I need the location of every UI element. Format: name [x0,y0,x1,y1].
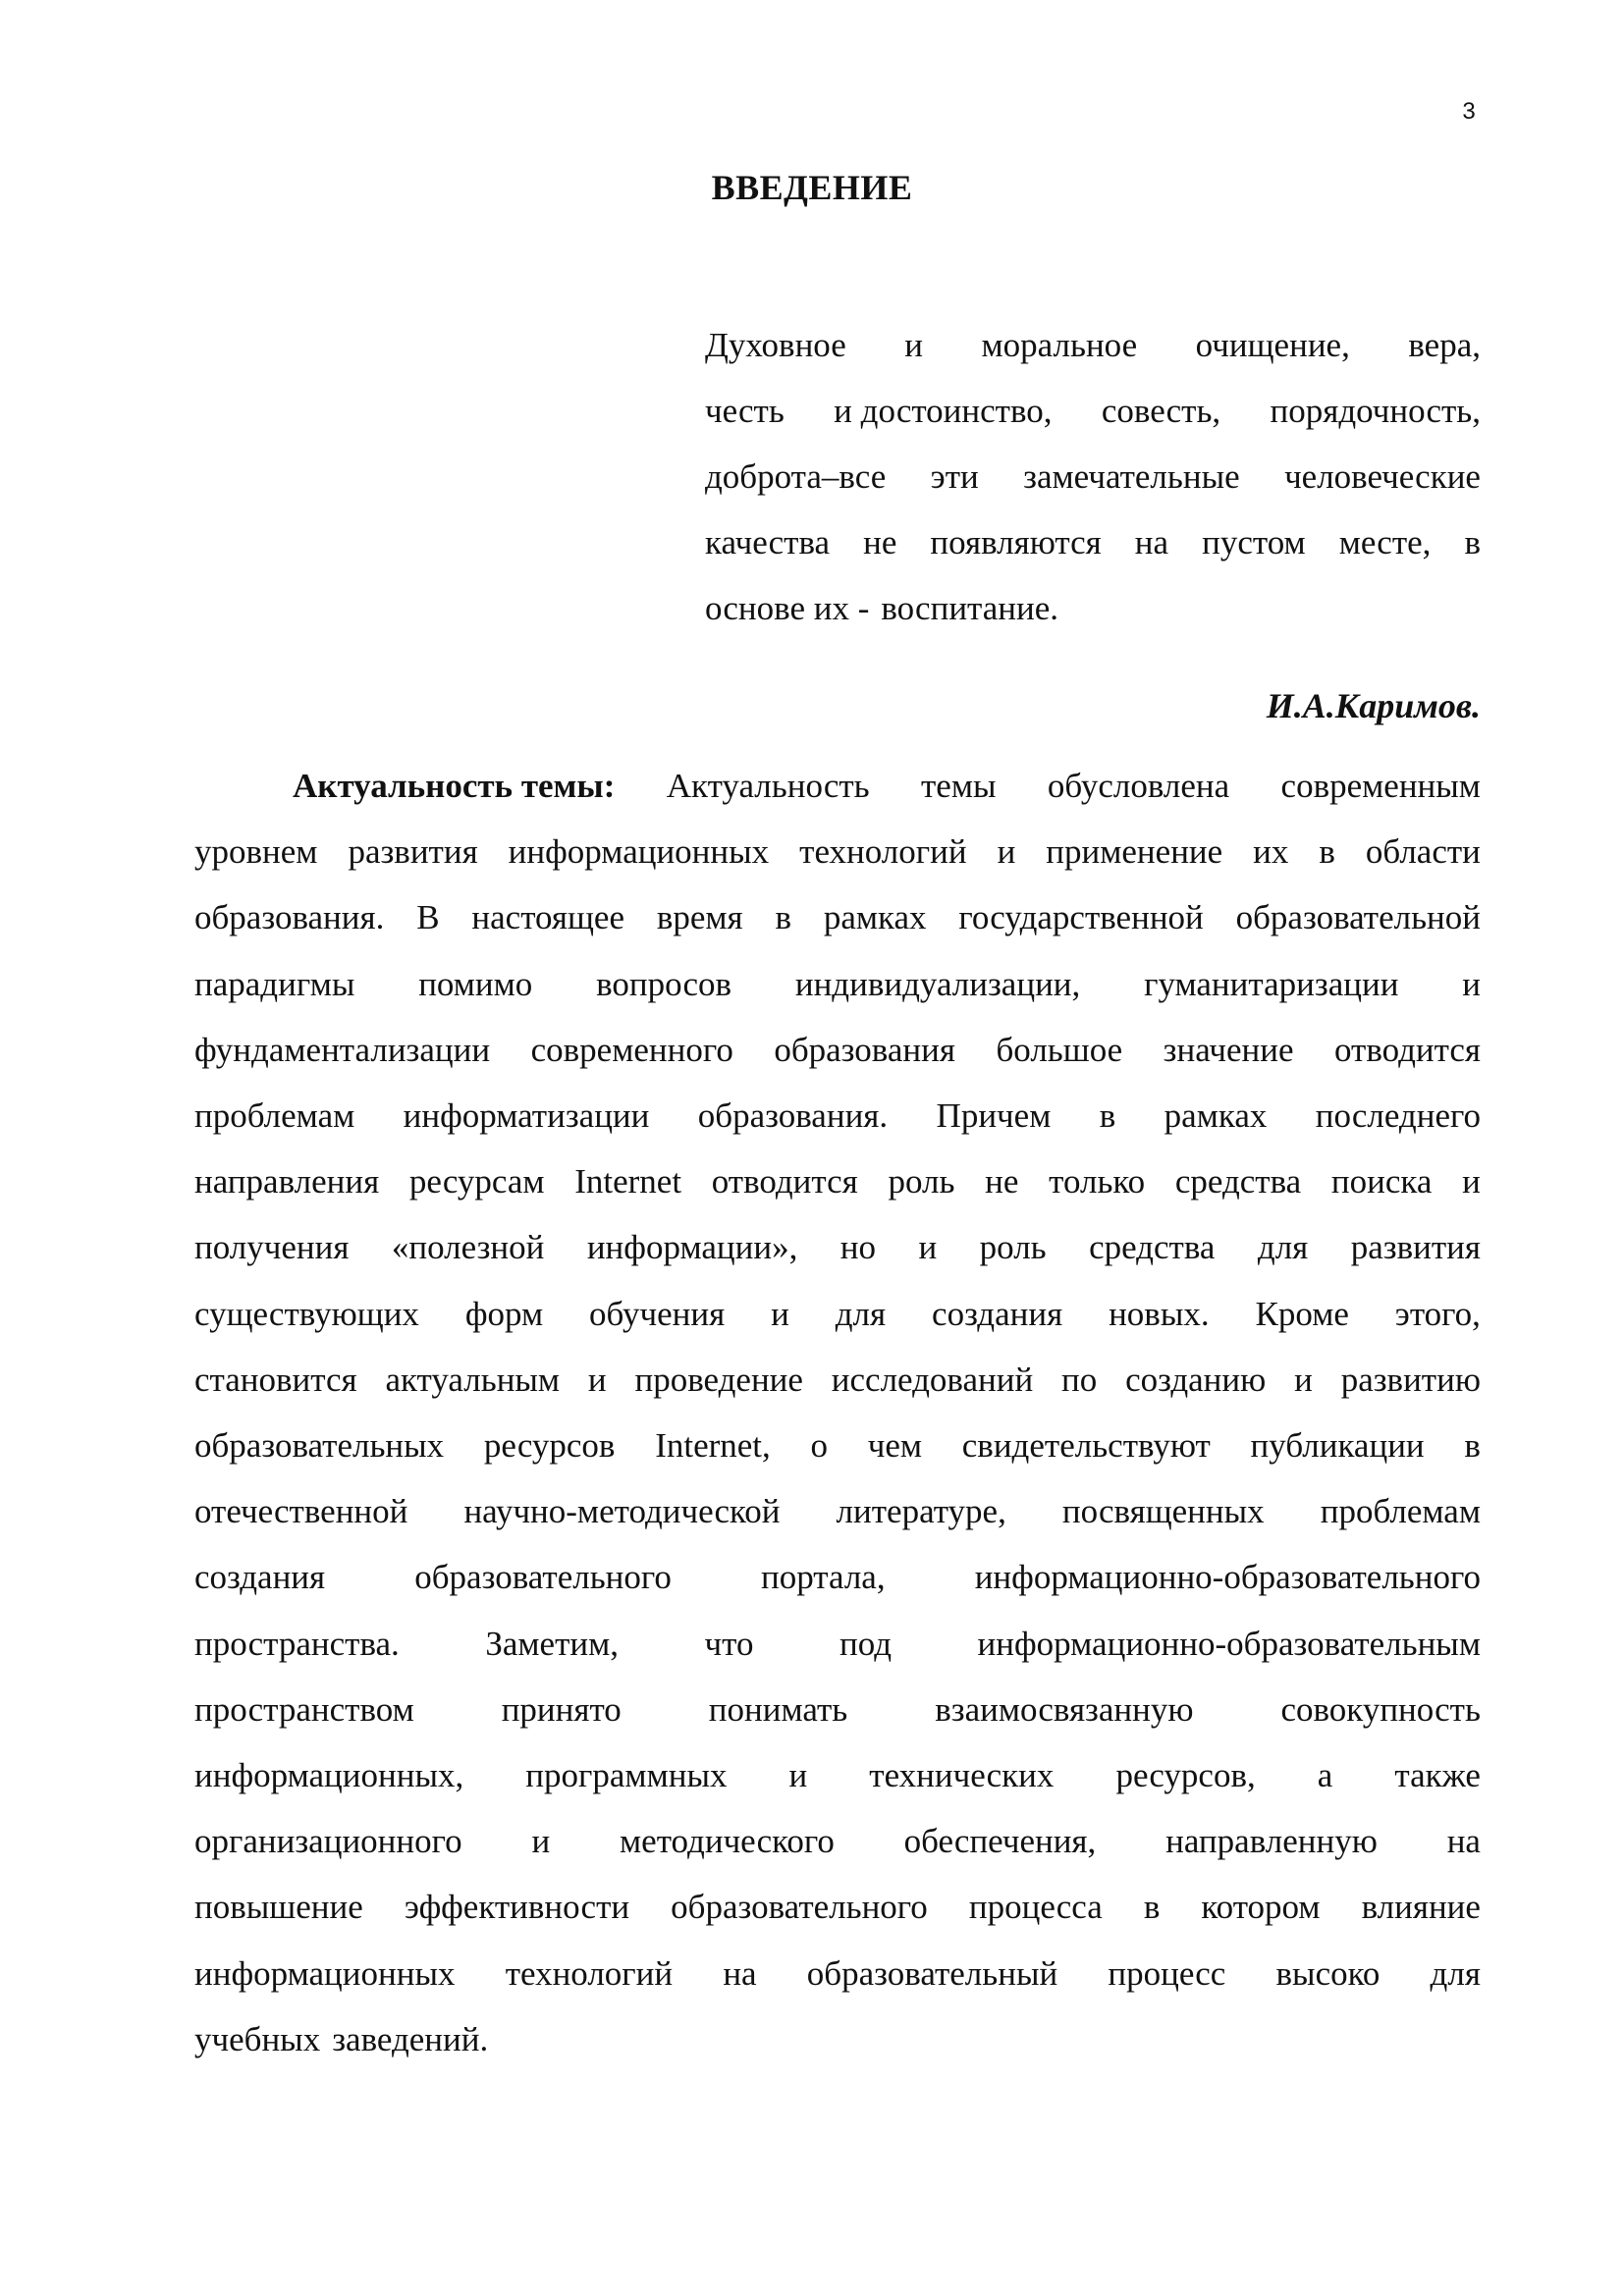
body-word: проведение [634,1360,803,1399]
epigraph-word: на [1134,523,1169,561]
body-word: гуманитаризации [1144,964,1399,1003]
epigraph-line [705,378,1481,444]
body-word: применение [1046,832,1223,872]
body-word: создания [932,1294,1063,1333]
body-word: отводится [1333,1030,1481,1069]
body-word: в [1099,1096,1116,1136]
body-word: актуальным [385,1360,561,1399]
body-word: на [1446,1822,1481,1861]
epigraph-word: совесть, [1101,392,1221,430]
body-word: уровнем [194,832,318,872]
body-word: средства [1174,1162,1302,1201]
body-word: государственной [958,898,1204,937]
body-word: по [1061,1360,1098,1399]
epigraph-line [705,312,1481,378]
body-word: В [416,898,440,937]
body-line [194,1611,1481,1677]
body-line [194,1347,1481,1413]
body-word: взаимосвязанную [935,1689,1194,1729]
body-word: организационного [194,1822,462,1861]
body-word: фундаментализации [194,1030,491,1069]
body-word: пространством [194,1689,414,1729]
body-word: помимо [418,964,533,1003]
body-word: обусловлена [1047,767,1230,805]
body-word: проблемам [194,1096,355,1136]
lead-label: Актуальность темы: [293,767,616,805]
body-word: также [1394,1756,1481,1795]
body-word: образовательной [1235,898,1481,937]
body-word: свидетельствуют [961,1426,1211,1466]
epigraph-word: воспитание. [881,589,1059,627]
body-word: принято [501,1689,622,1729]
body-word: технических [869,1756,1055,1795]
body-word: проблемам [1320,1492,1481,1531]
body-line [194,1808,1481,1874]
body-word: отводится [711,1162,858,1201]
epigraph-word: в [1464,523,1481,561]
body-line [194,1083,1481,1148]
body-word: и [531,1822,551,1861]
body-word: парадигмы [194,964,355,1003]
body-word: образования [774,1030,955,1069]
body-word: только [1049,1162,1146,1201]
body-word: и [918,1228,938,1267]
body-word: их [1253,832,1289,872]
body-word: последнего [1315,1096,1481,1136]
epigraph-word: честь [705,392,785,430]
epigraph-word: появляются [930,523,1102,561]
body-word: Internet [574,1162,682,1201]
body-word: роль [888,1162,955,1201]
body-word: этого, [1394,1294,1481,1333]
epigraph-word: доброта–все [705,457,887,496]
epigraph-word: моральное [981,326,1138,364]
body-word: и [1462,964,1481,1003]
body-word: отечественной [194,1492,408,1531]
epigraph-line [705,575,1481,641]
page-number: 3 [1462,98,1476,125]
body-word: научно-методической [463,1492,781,1531]
body-word: под [839,1624,893,1663]
body-word: поиска [1330,1162,1433,1201]
body-line [194,1281,1481,1347]
body-word: новых. [1109,1294,1210,1333]
epigraph-line [705,444,1481,509]
body-word: образования. [697,1096,889,1136]
body-word: обучения [589,1294,726,1333]
body-word: в [1319,832,1335,872]
body-word: становится [194,1360,357,1399]
epigraph-word: порядочность, [1270,392,1481,430]
body-word: информационных [508,832,770,872]
body-word: информации», [586,1228,798,1267]
epigraph-word: замечательные [1023,457,1240,496]
body-word: созданию [1125,1360,1267,1399]
body-word: процесс [1108,1953,1226,1993]
body-word: котором [1201,1888,1321,1927]
body-word: программных [525,1756,728,1795]
body-paragraph [194,753,1481,2072]
body-word: вопросов [596,964,732,1003]
epigraph-word: месте, [1338,523,1432,561]
body-word: для [835,1294,887,1333]
body-line [194,753,1481,819]
body-word: информационно-образовательным [977,1624,1481,1663]
body-word: ресурсов, [1115,1756,1256,1795]
body-word: а [1317,1756,1333,1795]
body-word: «полезной [391,1228,545,1267]
epigraph-word: основе их - [705,589,870,627]
body-word: Актуальность [666,767,870,805]
body-word: для [1257,1228,1309,1267]
page-title: ВВЕДЕНИЕ [711,168,913,207]
body-line [194,1478,1481,1544]
body-word: направления [194,1162,380,1201]
body-word: и [587,1360,607,1399]
body-line [194,1677,1481,1742]
body-line [194,1874,1481,1940]
epigraph-author: И.А.Каримов. [1266,686,1481,725]
body-word: информационно-образовательного [974,1558,1481,1597]
body-word: ресурсам [408,1162,545,1201]
body-word: современным [1280,767,1481,805]
body-line [194,1017,1481,1083]
body-word: технологий [799,832,967,872]
body-word: чем [867,1426,923,1466]
body-word: развитию [1340,1360,1481,1399]
body-word: в [1143,1888,1161,1927]
body-word: информационных [194,1953,456,1993]
body-word: в [1464,1426,1481,1466]
body-line [194,884,1481,950]
body-word: что [704,1624,754,1663]
epigraph-word: Духовное [705,326,846,364]
body-line [194,1941,1481,2006]
body-word: информатизации [403,1096,650,1136]
epigraph-word: эти [930,457,979,496]
body-word: повышение [194,1888,363,1927]
body-word: образовательный [806,1953,1058,1993]
body-word: портала, [761,1558,886,1597]
body-word: темы [920,767,997,805]
body-word: совокупность [1280,1689,1481,1729]
body-word: пространства. [194,1624,400,1663]
epigraph-word: качества [705,523,831,561]
body-word: индивидуализации, [794,964,1081,1003]
body-word: рамках [1164,1096,1268,1136]
epigraph-word: и [904,326,924,364]
epigraph-word: не [863,523,897,561]
body-word: Причем [936,1096,1052,1136]
body-word: понимать [708,1689,848,1729]
body-word: обеспечения, [903,1822,1097,1861]
epigraph-word: и достоинство, [834,392,1053,430]
body-word: информационных, [194,1756,464,1795]
body-word: процесса [968,1888,1103,1927]
body-word: области [1365,832,1481,872]
epigraph-word: вера, [1408,326,1481,364]
body-word: Заметим, [485,1624,620,1663]
body-word: и [788,1756,808,1795]
epigraph-line [705,509,1481,575]
body-word: и [1294,1360,1313,1399]
body-word: не [985,1162,1019,1201]
epigraph [705,312,1481,641]
body-word: высоко [1275,1953,1380,1993]
body-word: и [997,832,1016,872]
epigraph-word: человеческие [1284,457,1481,496]
body-word: получения [194,1228,350,1267]
body-word: образовательных [194,1426,445,1466]
body-word: форм [464,1294,544,1333]
body-word: Кроме [1255,1294,1349,1333]
body-word: настоящее [471,898,624,937]
body-word: образования. [194,898,385,937]
body-word: о [810,1426,828,1466]
body-line [194,2006,1481,2072]
body-line [194,1148,1481,1214]
body-word: заведений. [332,2019,489,2058]
body-word: литературе, [836,1492,1006,1531]
body-word: образовательного [414,1558,672,1597]
body-word: образовательного [671,1888,928,1927]
body-word: и [771,1294,789,1333]
body-word: развития [348,832,478,872]
body-line [194,1413,1481,1478]
body-line [194,951,1481,1017]
body-word: роль [979,1228,1047,1267]
body-line [194,1742,1481,1808]
body-word: на [723,1953,757,1993]
body-word: для [1430,1953,1481,1993]
body-line [194,1544,1481,1610]
body-word: влияние [1361,1888,1481,1927]
body-word: большое [996,1030,1123,1069]
body-word: направленную [1165,1822,1378,1861]
body-word: Internet, [655,1426,771,1466]
epigraph-word: пустом [1202,523,1306,561]
body-word: в [775,898,791,937]
body-word: ресурсов [483,1426,616,1466]
body-word: и [1462,1162,1481,1201]
body-word: существующих [194,1294,419,1333]
epigraph-word: очищение, [1195,326,1350,364]
body-word: средства [1089,1228,1216,1267]
body-word: посвященных [1061,1492,1265,1531]
body-word: эффективности [404,1888,630,1927]
body-word: исследований [831,1360,1034,1399]
body-line [194,1214,1481,1280]
body-word: рамках [823,898,927,937]
body-word: развития [1350,1228,1481,1267]
body-word: учебных [194,2019,321,2058]
body-word: технологий [505,1953,674,1993]
body-word: значение [1163,1030,1294,1069]
body-word: публикации [1250,1426,1425,1466]
body-word: методического [620,1822,835,1861]
body-word: но [839,1228,877,1267]
body-line [194,819,1481,884]
body-word: время [656,898,743,937]
body-word: создания [194,1558,326,1597]
body-word: современного [530,1030,733,1069]
